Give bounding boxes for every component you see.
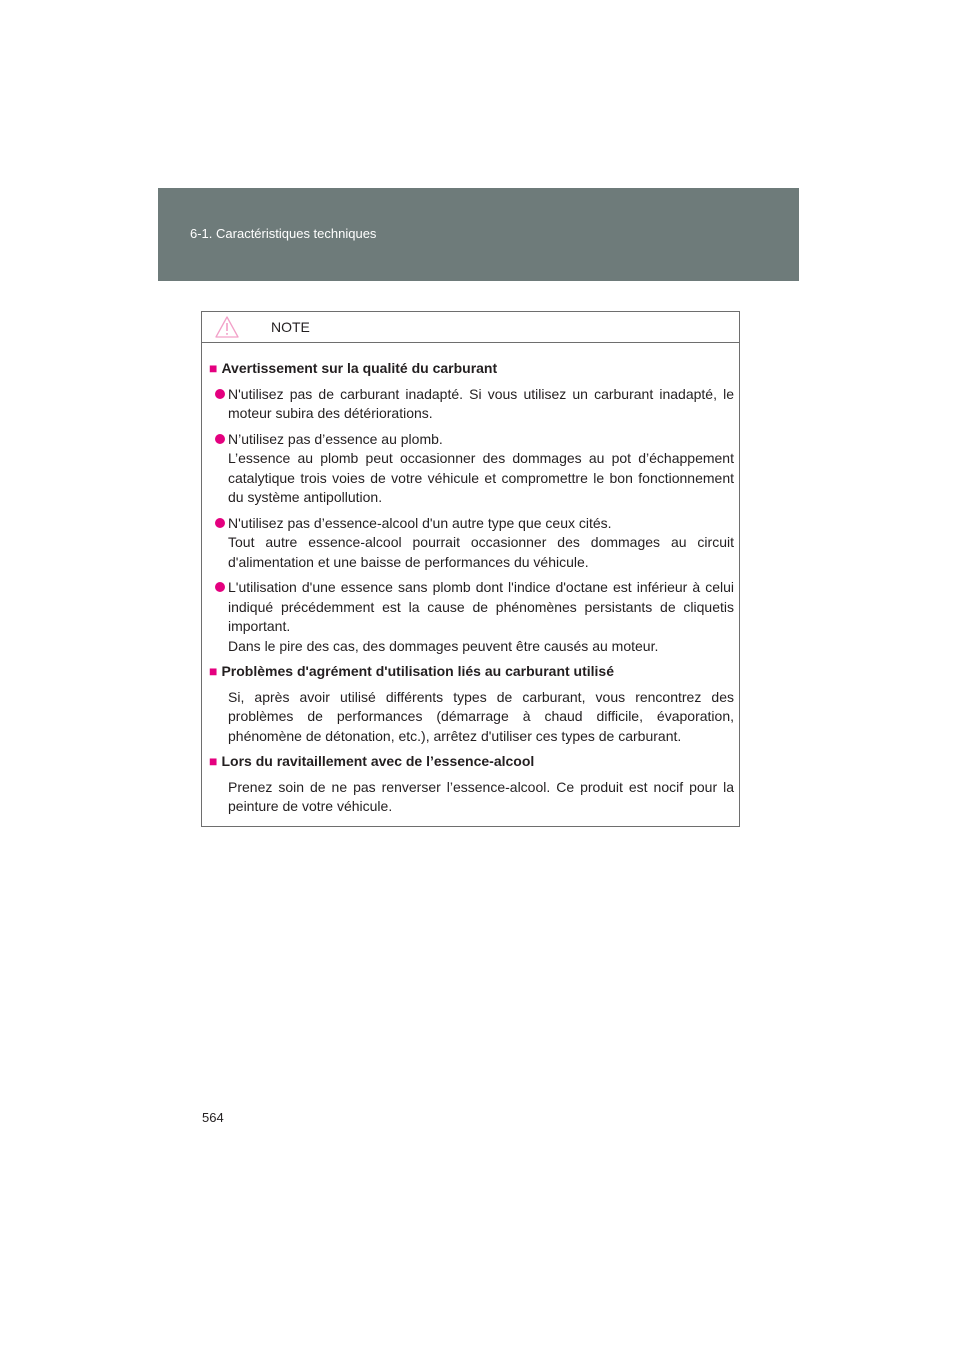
warning-triangle-icon <box>214 315 240 339</box>
section-heading: ■ Problèmes d'agrément d'utilisation liés au carburant utilisé <box>209 663 615 679</box>
note-box <box>201 311 740 827</box>
paragraph: Si, après avoir utilisé différents types de carburant, vous rencontrez des problèmes de performances (démarrage à chaud difficile, évaporation, phénomène de détonation, etc.), arrêtez d'utiliser ces types de carburant. <box>228 688 734 744</box>
header-band <box>158 188 799 281</box>
dot-bullet-icon <box>215 518 225 528</box>
square-bullet-icon: ■ <box>209 753 218 769</box>
section-title-header: 6-1. Caractéristiques techniques <box>190 226 377 241</box>
dot-bullet-icon <box>215 389 225 399</box>
bullet-item: N’utilisez pas d’essence au plomb. L’essence au plomb peut occasionner des dommages au pot d’échappement catalytique trois voies de votre véhicule et compromettre le bon fonctionnement du système antipollution. <box>209 430 734 508</box>
dot-bullet-icon <box>215 434 225 444</box>
section-heading: ■ Lors du ravitaillement avec de l’essence-alcool <box>209 753 535 769</box>
note-body <box>202 343 739 817</box>
paragraph: Prenez soin de ne pas renverser l’essence-alcool. Ce produit est nocif pour la peinture de votre véhicule. <box>228 778 734 814</box>
dot-bullet-icon <box>215 582 225 592</box>
page-number: 564 <box>202 1110 224 1125</box>
square-bullet-icon: ■ <box>209 663 218 679</box>
section-heading: ■ Avertissement sur la qualité du carburant <box>209 360 498 376</box>
bullet-item: N'utilisez pas de carburant inadapté. Si vous utilisez un carburant inadapté, le moteur subira des détériorations. <box>209 385 734 424</box>
note-label: NOTE <box>271 319 310 335</box>
square-bullet-icon: ■ <box>209 360 218 376</box>
bullet-item: N'utilisez pas d’essence-alcool d'un autre type que ceux cités. Tout autre essence-alcool pourrait occasionner des dommages au circuit d'alimentation et une baisse de performances du véhicule. <box>209 514 734 573</box>
bullet-item: L'utilisation d'une essence sans plomb dont l'indice d'octane est inférieur à celui indiqué précédemment est la cause de phénomènes persistants de cliquetis important. Dans le pire des cas, des dommages peuvent être causés au moteur. <box>209 578 734 656</box>
note-header <box>202 312 739 343</box>
